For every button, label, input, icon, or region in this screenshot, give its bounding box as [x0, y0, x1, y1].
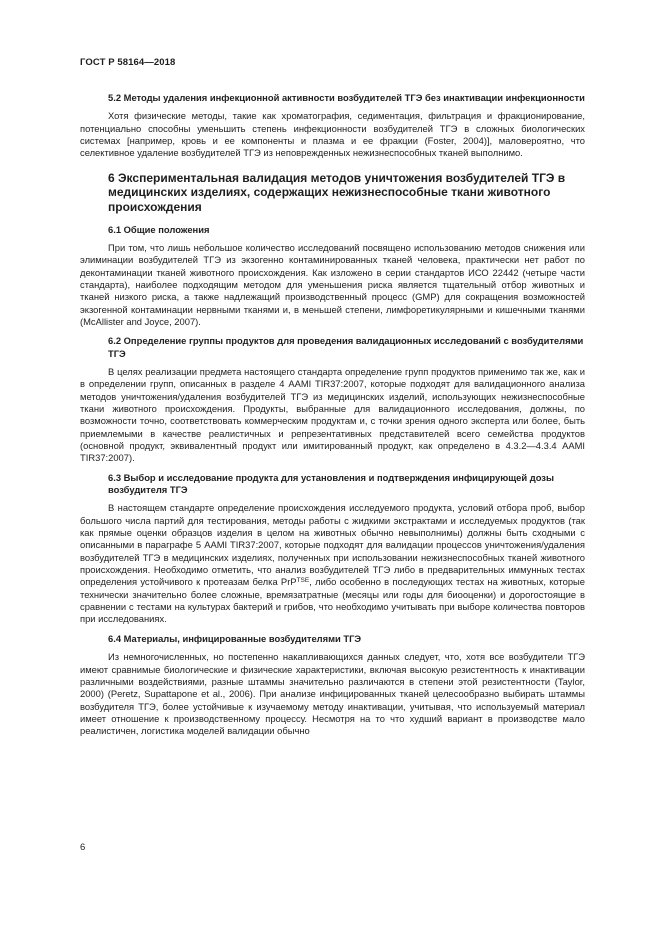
section-5-2-paragraph: Хотя физические методы, такие как хроматография, седиментация, фильтрация и фракционирование, потенциально способны уменьшить степень инфекционности возбудителей ТГЭ в сложных биологических системах [например, кровь и ее компоненты и плазма и ее фракции (Foster, 2004)], маловероятно, что селективное удаление возбудителей ТГЭ из неповрежденных нежизнеспособных тканей выполнимо. — [80, 110, 585, 159]
document-header: ГОСТ Р 58164—2018 — [80, 57, 176, 68]
section-6-4-heading: 6.4 Материалы, инфицированные возбудителями ТГЭ — [108, 632, 362, 644]
section-6-3-paragraph — [80, 502, 585, 625]
section-6-2-paragraph: В целях реализации предмета настоящего стандарта определение групп продуктов применимо так же, как и в определении групп, описанных в разделе 4 AAMI TIR37:2007, которые подходят для валидационного анализа методов уничтожения/удаления возбудителей ТГЭ из медицинских изделий, использующих нежизнеспособные ткани животного происхождения. Продукты, выбранные для валидационного исследования, должны, по возможности точно, соответствовать коммерческим продуктам и, с точки зрения одного эксперта или более, быть приемлемыми в качестве реалистичных и репрезентативных представителей всего семейства продуктов (основной продукт, эквивалентный продукт или имитированный продукт, как определено в 4.3.2—4.3.4 AAMI TIR37:2007). — [80, 365, 585, 464]
section-6-3-text-after: , либо особенно в последующих тестах на животных, которые технически значительно более сложные, времязатратные (месяцы или годы для биооценки) и дорогостоящие в сравнении с тестами на культурах бактерий и грибов, что необходимо учитывать при выборе количества повторов при исследованиях. — [80, 576, 585, 625]
document-body — [80, 92, 585, 745]
section-6-3-heading: 6.3 Выбор и исследование продукта для установления и подтверждения инфицирующей дозы возбудителя ТГЭ — [108, 471, 554, 496]
section-6-1-paragraph: При том, что лишь небольшое количество исследований посвящено использованию методов снижения или элиминации возбудителей ТГЭ из экзогенно контаминированных тканей человека, практически нет работ по деконтаминации тканей животного происхождения. Как изложено в серии стандартов ИСО 22442 (четыре части стандарта), наиболее подходящим методом для уменьшения риска является тщательный отбор животных и тканей низкого риска, а также надлежащий производственный процесс (GMP) для сокращения возможностей экзогенной контаминации нервными тканями и, в меньшей степени, лимфоретикулярными и кишечными тканями (McAllister and Joyce, 2007). — [80, 241, 585, 327]
page-number: 6 — [80, 842, 86, 853]
section-5-2-heading: 5.2 Методы удаления инфекционной активности возбудителей ТГЭ без инактивации инфекционности — [108, 92, 585, 103]
section-6-heading: 6 Экспериментальная валидация методов уничтожения возбудителей ТГЭ в медицинских изделиях, содержащих нежизнеспособные ткани животного происхождения — [108, 170, 566, 214]
tse-superscript: TSE — [296, 577, 310, 585]
section-6-1-heading: 6.1 Общие положения — [108, 223, 210, 235]
section-6-3-text-before: В настоящем стандарте определение происхождения исследуемого продукта, условий отбора проб, выбор большого числа партий для тестирования, методы работы с жидкими экстрактами и исследуемых продуктов (так как прямые оценки образцов изделия в целом на животных обычно невыполнимы) должны быть сходными с описанными в параграфе 5 AAMI TIR37:2007, которые подходят для валидации процессов уничтожения/удаления возбудителей ТГЭ в медицинских изделиях, полученных при использовании нежизнеспособных тканей животного происхождения. Необходимо отметить, что анализ возбудителей ТГЭ либо в предварительных иммунных тестах определения устойчивого к протеазам белка PrP — [80, 502, 585, 588]
section-6-2-heading: 6.2 Определение группы продуктов для проведения валидационных исследований с возбудителями ТГЭ — [108, 335, 584, 359]
section-6-4-paragraph: Из немногочисленных, но постепенно накапливающихся данных следует, что, хотя все возбудители ТГЭ имеют сравнимые биологические и физические характеристики, включая высокую резистентность к инактивации различными воздействиями, разные штаммы значительно различаются в степени этой резистентности (Taylor, 2000) (Peretz, Supattapone et al., 2006). При анализе инфицированных тканей целесообразно выбирать штаммы возбудителя ТГЭ, более устойчивые к изучаемому методу инактивации, учитывая, что используемый материал имеет отношение к производственному процессу. Несмотря на то что худший вариант в производстве мало реалистичен, логистика моделей валидации обычно — [80, 651, 585, 737]
